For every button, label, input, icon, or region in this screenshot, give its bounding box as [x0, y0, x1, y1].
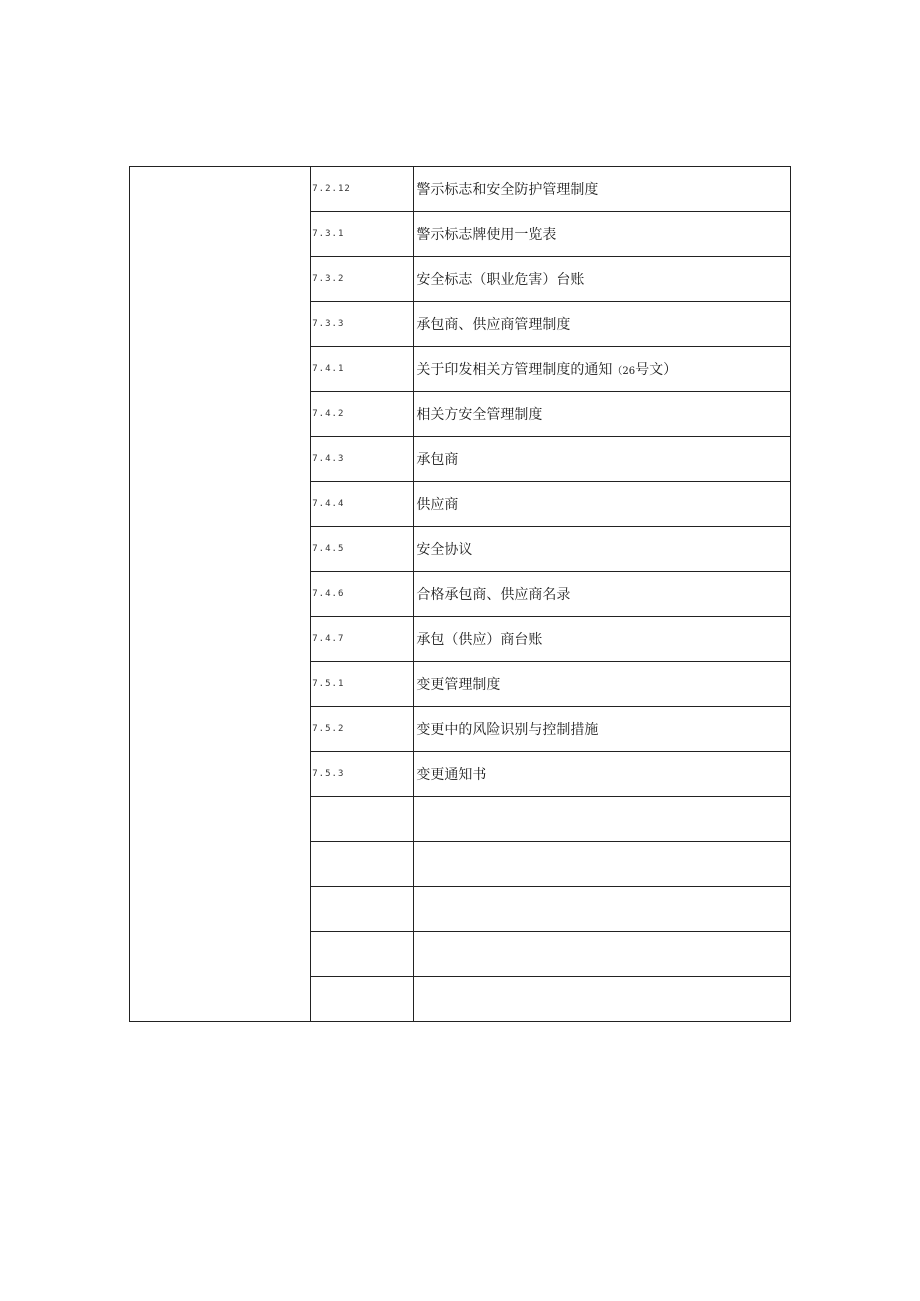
item-title — [414, 932, 791, 977]
item-code: 7.4.4 — [311, 482, 414, 527]
table-row — [130, 167, 791, 212]
item-code: 7.5.2 — [311, 707, 414, 752]
item-title-cell — [414, 347, 791, 392]
item-code — [311, 977, 414, 1022]
item-title: 承包商 — [414, 437, 791, 482]
item-title: 承包（供应）商台账 — [414, 617, 791, 662]
item-title: 供应商 — [414, 482, 791, 527]
item-code: 7.4.6 — [311, 572, 414, 617]
item-code — [311, 932, 414, 977]
item-code: 7.5.1 — [311, 662, 414, 707]
item-title: 警示标志牌使用一览表 — [414, 212, 791, 257]
item-title: 合格承包商、供应商名录 — [414, 572, 791, 617]
category-cell — [130, 167, 311, 1022]
item-title — [414, 977, 791, 1022]
records-table — [129, 166, 791, 1022]
item-code: 7.4.3 — [311, 437, 414, 482]
item-title: 变更管理制度 — [414, 662, 791, 707]
item-code — [311, 842, 414, 887]
item-title-number: （26 — [612, 366, 636, 377]
item-title: 警示标志和安全防护管理制度 — [414, 167, 791, 212]
item-code: 7.3.1 — [311, 212, 414, 257]
item-title: 安全标志（职业危害）台账 — [414, 257, 791, 302]
item-title — [414, 842, 791, 887]
item-code: 7.4.2 — [311, 392, 414, 437]
item-title: 变更通知书 — [414, 752, 791, 797]
item-code: 7.3.2 — [311, 257, 414, 302]
item-code: 7.3.3 — [311, 302, 414, 347]
item-code: 7.4.5 — [311, 527, 414, 572]
item-title: 相关方安全管理制度 — [414, 392, 791, 437]
item-title — [414, 887, 791, 932]
item-title: 承包商、供应商管理制度 — [414, 302, 791, 347]
item-code: 7.5.3 — [311, 752, 414, 797]
item-code — [311, 797, 414, 842]
records-table-body — [130, 167, 791, 1022]
item-code: 7.4.1 — [311, 347, 414, 392]
item-code: 7.4.7 — [311, 617, 414, 662]
item-title: 关于印发相关方管理制度的通知 — [416, 362, 613, 378]
item-title — [414, 797, 791, 842]
item-code: 7.2.12 — [311, 167, 414, 212]
item-code — [311, 887, 414, 932]
item-title: 变更中的风险识别与控制措施 — [414, 707, 791, 752]
item-title: 安全协议 — [414, 527, 791, 572]
item-title-suffix: 号文） — [635, 362, 678, 378]
